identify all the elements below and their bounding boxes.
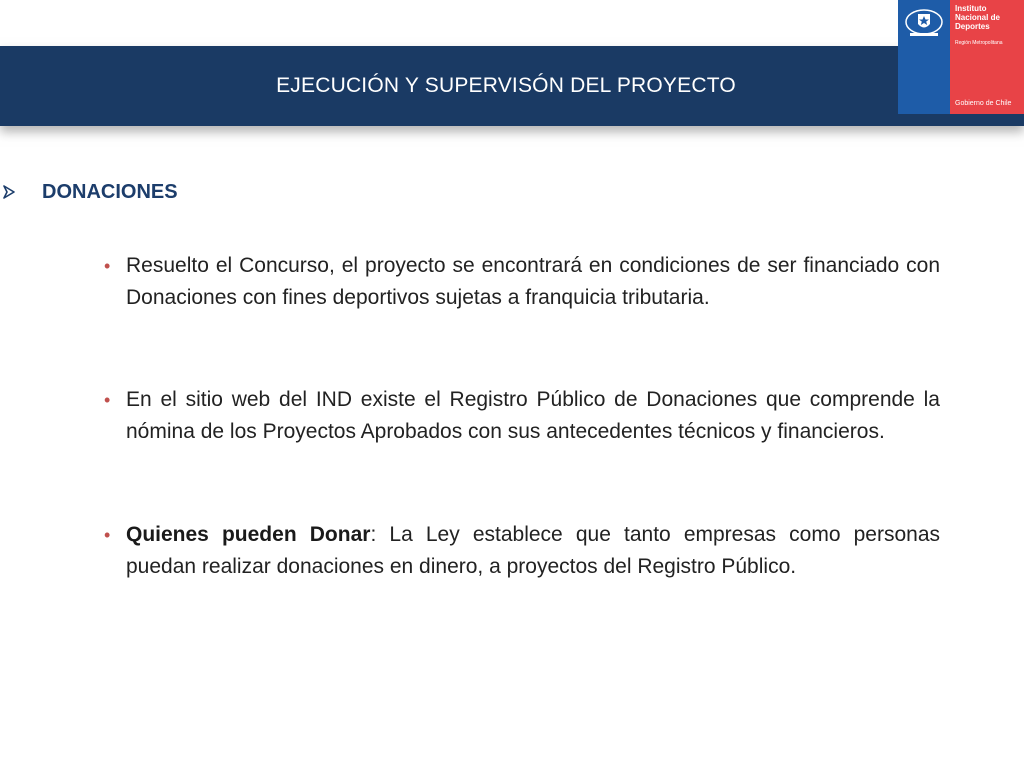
list-item-text: Resuelto el Concurso, el proyecto se encontrará en condiciones de ser financiado con Donaciones con fines deportivos sujetas a franquicia tributaria. [126, 254, 940, 309]
ind-logo [898, 0, 1024, 114]
list-item-text [126, 519, 940, 583]
list-item-bold-lead: Quienes pueden Donar [126, 523, 371, 546]
logo-government: Gobierno de Chile [955, 100, 1012, 107]
bullet-dot: • [104, 525, 111, 545]
list-item-text: En el sitio web del IND existe el Registro Público de Donaciones que comprende la nómina de los Proyectos Aprobados con sus antecedentes técnicos y financieros. [126, 388, 940, 443]
list-item [104, 250, 940, 314]
arrow-right-icon [2, 185, 16, 199]
section-heading [0, 178, 178, 206]
list-item [104, 384, 940, 448]
page-title: EJECUCIÓN Y SUPERVISÓN DEL PROYECTO [276, 74, 736, 97]
coat-of-arms-icon [902, 4, 946, 40]
list-item [104, 519, 940, 583]
section-heading-label: DONACIONES [42, 180, 178, 203]
bullet-dot: • [104, 256, 111, 276]
logo-blue-panel [898, 0, 950, 114]
logo-institution-name: Instituto Nacional de Deportes [955, 4, 1000, 31]
logo-red-panel [950, 0, 1024, 114]
bullet-dot: • [104, 390, 111, 410]
logo-region: Región Metropolitana [955, 40, 1003, 46]
list-item-rest: : La Ley establece que tanto empresas como personas puedan realizar donaciones en dinero, a proyectos del Registro Público. [126, 523, 940, 578]
